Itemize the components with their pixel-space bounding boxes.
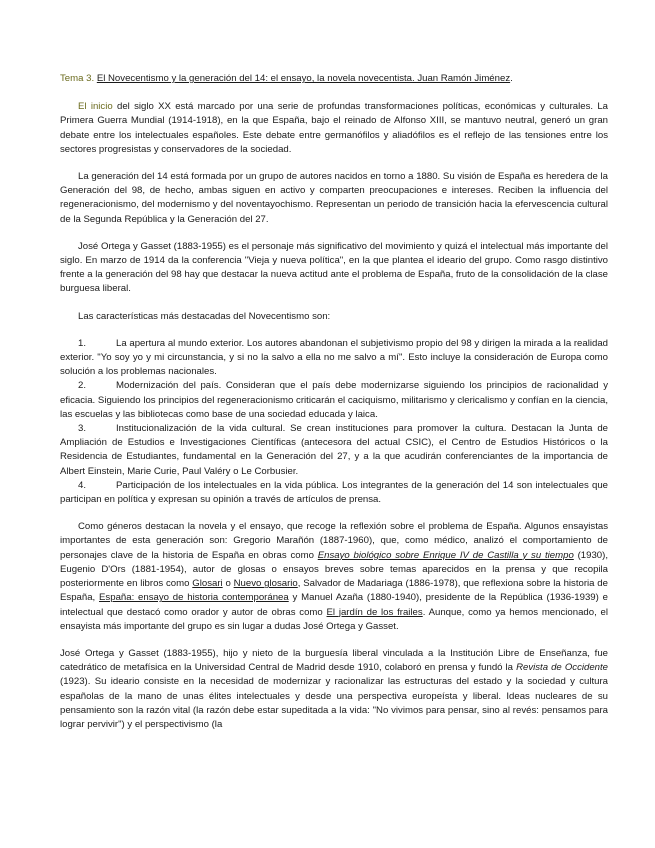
link-ensayo-biologico[interactable]: Ensayo biológico sobre Enrique IV de Castilla y su tiempo bbox=[317, 549, 574, 561]
topic-label: Tema 3. bbox=[60, 73, 95, 84]
paragraph-generation: La generación del 14 está formada por un grupo de autores nacidos en torno a 1880. Su visión de España es heredera de la Generación del 98, de hecho, ambas siguen en activo y comparten preocupaciones e intereses. Reciben la influencia del regeneracionismo, del modernismo y del noventayochismo. Representan un periodo de transición hacia la efervescencia cultural de la Segunda República y la Generación del 27. bbox=[60, 171, 608, 225]
intro-text: del siglo XX está marcado por una serie de profundas transformaciones políticas, económicas y culturales. La Primera Guerra Mundial (1914-1918), en la que España, bajo el reinado de Alfonso XIII, se mantuvo neutral, generó un gran debate entre los intelectuales españoles. Este debate entre germanófilos y aliadófilos es el reflejo de las tensiones entre los sectores progresistas y conservadores de la sociedad. bbox=[60, 101, 608, 155]
paragraph-ortega-bio bbox=[60, 647, 608, 732]
paragraph-genres bbox=[60, 520, 608, 634]
list-item bbox=[60, 479, 608, 507]
link-nuevo-glosario[interactable]: Nuevo glosario bbox=[233, 578, 298, 590]
intro-highlight: El inicio bbox=[78, 101, 113, 113]
genres-text-5: y Manuel Azaña (1880-1940), presidente de la República (1936-1939) e intelectual que destacó como orador y autor de obras como bbox=[60, 592, 608, 618]
list-item bbox=[60, 337, 608, 380]
characteristics-list bbox=[60, 337, 608, 507]
list-number: 1. bbox=[78, 337, 87, 349]
topic-title-link[interactable]: El Novecentismo y la generación del 14: el ensayo, la novela novecentista. Juan Ramón Jiménez bbox=[96, 73, 511, 84]
genres-text-1: Como géneros destacan la novela y el ensayo, que recoge la reflexión sobre el problema de España. Algunos ensayistas importantes de esta generación son: Gregorio Marañón (1887-1960), que, como médico, analizó el comportamiento de personajes clave de la historia de España en obras como bbox=[60, 521, 608, 561]
title-period: . bbox=[510, 73, 513, 84]
paragraph-characteristics-intro: Las características más destacadas del Novecentismo son: bbox=[78, 310, 331, 322]
genres-text-4: , Salvador de Madariaga (1886-1978), que reflexiona sobre la historia de España, bbox=[60, 578, 608, 604]
list-text: Participación de los intelectuales en la vida pública. Los integrantes de la generación del 14 son intelectuales que participan en política y expresan su opinión a través de artículos de prensa. bbox=[60, 479, 608, 506]
list-number: 4. bbox=[78, 479, 87, 491]
list-text: Modernización del país. Consideran que el país debe modernizarse siguiendo los principios de racionalidad y eficacia. Siguiendo los principios del regeneracionismo criticarán el caciquismo, militarismo y clericalismo y confían en la ciencia, las escuelas y las bibliotecas como base de una sociedad educada y laica. bbox=[60, 380, 608, 420]
paragraph-intro bbox=[60, 100, 608, 157]
list-text: Institucionalización de la vida cultural. Se crean instituciones para promover la cultura. Destacan la Junta de Ampliación de Estudios e Investigaciones Científicas (antecesora del actual CSIC), el Centro de Estudios Históricos o la Residencia de Estudiantes, fundamental en la Generación del 27, y a la que acudirán conferenciantes de la importancia de Albert Einstein, Marie Curie, Paul Valéry o Le Corbusier. bbox=[60, 423, 608, 477]
link-espana-ensayo[interactable]: España: ensayo de historia contemporánea bbox=[99, 592, 289, 604]
genres-text-2: (1930), Eugenio D'Ors (1881-1954), autor de glosas o ensayos breves sobre temas aparecidos en la prensa y que recopila posteriormente en libros como bbox=[60, 549, 608, 590]
document-page bbox=[60, 72, 608, 732]
link-glosari[interactable]: Glosari bbox=[192, 578, 223, 590]
list-text: La apertura al mundo exterior. Los autores abandonan el subjetivismo propio del 98 y dirigen la mirada a la realidad exterior. "Yo soy yo y mi circunstancia, y si no la salvo a ella no me salvo a mí". Esto incluye la consideración de Europa como solución a los problemas nacionales. bbox=[60, 337, 608, 378]
revista-occidente: Revista de Occidente bbox=[516, 662, 609, 674]
list-number: 3. bbox=[78, 423, 87, 435]
list-number: 2. bbox=[78, 380, 87, 392]
bio-text-1: José Ortega y Gasset (1883-1955), hijo y nieto de la burguesía liberal vinculada a la Institución Libre de Enseñanza, fue catedrático de metafísica en la Universidad Central de Madrid desde 1910, colaboró en prensa y fundó la bbox=[60, 647, 608, 674]
genres-text-3: o bbox=[222, 578, 234, 590]
genres-text-6: . Aunque, como ya hemos mencionado, el ensayista más importante del grupo es sin lugar a dudas José Ortega y Gasset. bbox=[60, 606, 608, 632]
list-item bbox=[60, 422, 608, 479]
document-title bbox=[60, 72, 608, 86]
link-jardin-frailes[interactable]: El jardín de los frailes bbox=[326, 606, 423, 618]
paragraph-ortega-intro: José Ortega y Gasset (1883-1955) es el personaje más significativo del movimiento y quizá el intelectual más importante del siglo. En marzo de 1914 da la conferencia "Vieja y nueva política", en la que plantea el ideario del grupo. Como rasgo distintivo frente a la generación del 98 hay que destacar la nueva actitud ante el problema de España, fruto de la consolidación de la clase burguesa liberal. bbox=[60, 240, 608, 295]
list-item bbox=[60, 379, 608, 422]
bio-text-2: (1923). Su ideario consiste en la necesidad de modernizar y racionalizar las estructuras del estado y la sociedad y cultura españolas de la mano de unas élites intelectuales y desde una perspectiva europeísta y liberal. Ideas nucleares de su pensamiento son la razón vital (la razón debe estar supeditada a la vida: "No vivimos para pensar, sino al revés: pensamos para lograr pervivir") y el perspectivismo (la bbox=[60, 676, 608, 730]
